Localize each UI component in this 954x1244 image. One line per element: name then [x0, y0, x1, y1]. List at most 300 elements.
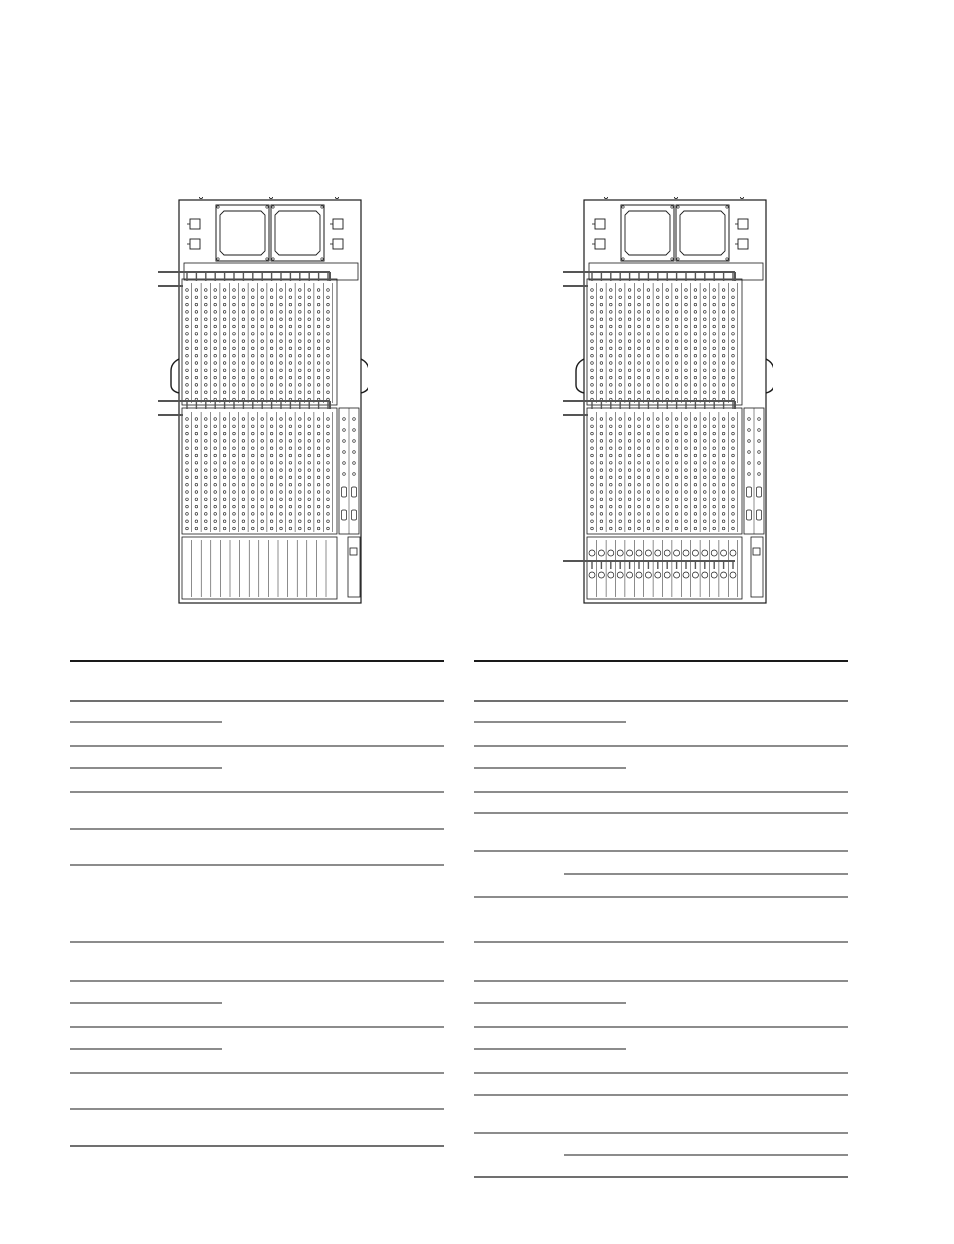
port-hole: [638, 476, 641, 479]
port-hole: [666, 289, 669, 292]
port-hole: [223, 354, 226, 357]
port-hole: [214, 369, 217, 372]
port-hole: [694, 311, 697, 314]
port-hole: [713, 527, 716, 530]
port-hole: [666, 369, 669, 372]
port-hole: [308, 391, 311, 394]
port-hole: [722, 432, 725, 435]
port-hole: [223, 432, 226, 435]
port-hole: [261, 289, 264, 292]
port-hole: [186, 513, 189, 516]
port-hole: [610, 289, 613, 292]
port-hole: [685, 483, 688, 486]
port-hole: [619, 354, 622, 357]
port-hole: [675, 303, 678, 306]
port-hole: [280, 289, 283, 292]
control-led: [343, 440, 346, 443]
fan-screw: [217, 206, 219, 208]
port-hole: [186, 462, 189, 465]
port-hole: [252, 369, 255, 372]
port-hole: [610, 432, 613, 435]
port-hole: [270, 311, 273, 314]
port-hole: [657, 369, 660, 372]
port-hole: [694, 440, 697, 443]
port-hole: [205, 303, 208, 306]
port-hole: [205, 432, 208, 435]
port-hole: [619, 462, 622, 465]
port-hole: [647, 362, 650, 365]
port-hole: [205, 369, 208, 372]
port-hole: [647, 527, 650, 530]
port-hole: [317, 311, 320, 314]
port-hole: [647, 391, 650, 394]
port-hole: [205, 318, 208, 321]
control-led: [353, 473, 356, 476]
port-hole: [299, 354, 302, 357]
port-hole: [628, 440, 631, 443]
port-hole: [242, 425, 245, 428]
port-hole: [628, 296, 631, 299]
port-hole: [600, 376, 603, 379]
port-hole: [261, 296, 264, 299]
port-hole: [327, 513, 330, 516]
port-hole: [233, 513, 236, 516]
port-hole: [223, 376, 226, 379]
port-hole: [704, 491, 707, 494]
port-hole: [195, 454, 198, 457]
port-hole: [600, 391, 603, 394]
control-led: [343, 462, 346, 465]
port-hole: [713, 362, 716, 365]
port-hole: [289, 376, 292, 379]
port-hole: [628, 469, 631, 472]
port-hole: [619, 432, 622, 435]
port-hole: [610, 318, 613, 321]
right-connector-table: [474, 655, 850, 1185]
port-hole: [308, 432, 311, 435]
port-hole: [610, 469, 613, 472]
port-hole: [619, 369, 622, 372]
port-hole: [252, 462, 255, 465]
port-hole: [657, 362, 660, 365]
port-hole: [657, 520, 660, 523]
port-hole: [289, 303, 292, 306]
left-table-rules: [70, 655, 446, 1155]
port-hole: [657, 333, 660, 336]
port-hole: [242, 476, 245, 479]
port-hole: [223, 369, 226, 372]
port-hole: [704, 289, 707, 292]
port-hole: [610, 491, 613, 494]
port-hole: [195, 476, 198, 479]
right-handle: [766, 359, 773, 393]
port-hole: [280, 476, 283, 479]
port-hole: [280, 483, 283, 486]
port-hole: [214, 447, 217, 450]
port-hole: [628, 462, 631, 465]
port-hole: [327, 325, 330, 328]
serial-port: [342, 487, 347, 497]
port-hole: [289, 432, 292, 435]
port-hole: [591, 527, 594, 530]
port-hole: [299, 527, 302, 530]
port-hole: [666, 462, 669, 465]
port-hole: [722, 384, 725, 387]
port-hole: [704, 505, 707, 508]
port-hole: [186, 505, 189, 508]
port-hole: [675, 513, 678, 516]
port-hole: [214, 462, 217, 465]
port-hole: [223, 384, 226, 387]
port-hole: [600, 469, 603, 472]
port-hole: [270, 333, 273, 336]
port-hole: [252, 505, 255, 508]
fan-bay: [621, 205, 674, 261]
port-hole: [591, 333, 594, 336]
port-hole: [195, 469, 198, 472]
port-hole: [195, 462, 198, 465]
port-hole: [732, 462, 735, 465]
port-hole: [610, 369, 613, 372]
port-hole: [242, 505, 245, 508]
port-hole: [619, 425, 622, 428]
port-hole: [666, 311, 669, 314]
port-hole: [214, 354, 217, 357]
port-hole: [666, 318, 669, 321]
port-hole: [638, 425, 641, 428]
fan-bay: [271, 205, 324, 261]
port-hole: [591, 303, 594, 306]
port-hole: [270, 376, 273, 379]
port-hole: [289, 440, 292, 443]
port-hole: [186, 491, 189, 494]
port-hole: [289, 333, 292, 336]
fan-screw: [671, 258, 673, 260]
port-hole: [675, 425, 678, 428]
port-hole: [628, 498, 631, 501]
port-hole: [657, 354, 660, 357]
port-hole: [591, 376, 594, 379]
port-hole: [600, 369, 603, 372]
port-hole: [694, 333, 697, 336]
port-hole: [299, 384, 302, 387]
port-hole: [628, 333, 631, 336]
port-hole: [195, 376, 198, 379]
port-hole: [713, 454, 716, 457]
port-hole: [704, 440, 707, 443]
port-hole: [732, 447, 735, 450]
port-hole: [233, 289, 236, 292]
port-hole: [308, 498, 311, 501]
port-hole: [289, 513, 292, 516]
port-hole: [242, 325, 245, 328]
port-hole: [675, 289, 678, 292]
bnc-connector: [711, 572, 717, 578]
port-hole: [675, 483, 678, 486]
port-hole: [299, 325, 302, 328]
port-hole: [713, 440, 716, 443]
port-hole: [732, 527, 735, 530]
port-hole: [308, 318, 311, 321]
port-hole: [280, 362, 283, 365]
port-hole: [591, 491, 594, 494]
port-hole: [195, 505, 198, 508]
port-hole: [638, 369, 641, 372]
port-hole: [289, 520, 292, 523]
port-hole: [704, 454, 707, 457]
left-panel-svg: [158, 197, 368, 607]
port-hole: [638, 491, 641, 494]
port-hole: [732, 425, 735, 428]
port-hole: [289, 362, 292, 365]
port-hole: [628, 311, 631, 314]
port-hole: [647, 432, 650, 435]
fan-screw: [217, 258, 219, 260]
port-hole: [732, 376, 735, 379]
port-hole: [308, 369, 311, 372]
port-hole: [261, 418, 264, 421]
port-hole: [270, 347, 273, 350]
port-hole: [704, 333, 707, 336]
port-hole: [619, 505, 622, 508]
port-hole: [666, 376, 669, 379]
port-hole: [657, 447, 660, 450]
port-hole: [289, 462, 292, 465]
port-hole: [252, 454, 255, 457]
port-hole: [675, 527, 678, 530]
port-hole: [205, 289, 208, 292]
port-hole: [205, 362, 208, 365]
bnc-connector: [645, 550, 651, 556]
port-hole: [214, 376, 217, 379]
port-hole: [289, 354, 292, 357]
port-hole: [722, 418, 725, 421]
bnc-connector: [683, 572, 689, 578]
port-hole: [610, 303, 613, 306]
port-hole: [223, 325, 226, 328]
port-hole: [722, 391, 725, 394]
port-hole: [694, 498, 697, 501]
port-hole: [638, 520, 641, 523]
port-hole: [317, 520, 320, 523]
port-hole: [223, 340, 226, 343]
fan-screw: [622, 206, 624, 208]
port-hole: [685, 376, 688, 379]
port-hole: [591, 454, 594, 457]
bnc-connector: [664, 550, 670, 556]
port-hole: [214, 296, 217, 299]
port-hole: [214, 491, 217, 494]
port-hole: [252, 318, 255, 321]
port-hole: [280, 347, 283, 350]
port-hole: [675, 311, 678, 314]
port-hole: [657, 296, 660, 299]
port-hole: [685, 476, 688, 479]
port-hole: [704, 432, 707, 435]
port-hole: [713, 425, 716, 428]
port-hole: [261, 318, 264, 321]
port-hole: [732, 347, 735, 350]
port-hole: [299, 347, 302, 350]
port-hole: [591, 391, 594, 394]
port-hole: [694, 318, 697, 321]
port-hole: [713, 391, 716, 394]
port-hole: [252, 362, 255, 365]
port-hole: [732, 391, 735, 394]
control-led: [343, 473, 346, 476]
bnc-connector: [608, 550, 614, 556]
port-hole: [722, 447, 725, 450]
port-hole: [619, 418, 622, 421]
port-hole: [252, 469, 255, 472]
port-hole: [628, 340, 631, 343]
port-hole: [233, 425, 236, 428]
port-hole: [619, 318, 622, 321]
port-hole: [252, 476, 255, 479]
port-hole: [675, 318, 678, 321]
port-hole: [666, 476, 669, 479]
port-hole: [610, 498, 613, 501]
port-hole: [704, 347, 707, 350]
port-hole: [270, 462, 273, 465]
port-hole: [205, 347, 208, 350]
bnc-connector: [608, 572, 614, 578]
bnc-connector: [674, 550, 680, 556]
port-hole: [722, 505, 725, 508]
port-hole: [205, 483, 208, 486]
port-hole: [685, 440, 688, 443]
port-hole: [704, 469, 707, 472]
port-hole: [666, 447, 669, 450]
port-hole: [327, 498, 330, 501]
port-hole: [327, 462, 330, 465]
port-hole: [223, 333, 226, 336]
port-hole: [732, 513, 735, 516]
port-hole: [242, 369, 245, 372]
port-hole: [270, 318, 273, 321]
port-hole: [713, 369, 716, 372]
port-hole: [299, 376, 302, 379]
port-hole: [223, 498, 226, 501]
port-hole: [261, 354, 264, 357]
port-hole: [694, 447, 697, 450]
port-hole: [261, 347, 264, 350]
port-hole: [685, 418, 688, 421]
port-hole: [289, 347, 292, 350]
port-hole: [317, 432, 320, 435]
port-hole: [600, 354, 603, 357]
port-hole: [657, 513, 660, 516]
port-hole: [591, 318, 594, 321]
port-hole: [233, 483, 236, 486]
port-hole: [591, 513, 594, 516]
port-hole: [685, 432, 688, 435]
port-hole: [308, 513, 311, 516]
port-hole: [685, 527, 688, 530]
port-hole: [289, 296, 292, 299]
port-hole: [666, 347, 669, 350]
port-hole: [299, 498, 302, 501]
port-hole: [647, 303, 650, 306]
port-hole: [186, 391, 189, 394]
port-hole: [600, 505, 603, 508]
port-hole: [270, 384, 273, 387]
port-hole: [675, 354, 678, 357]
port-hole: [289, 447, 292, 450]
port-hole: [205, 476, 208, 479]
port-hole: [722, 333, 725, 336]
port-hole: [657, 483, 660, 486]
port-hole: [704, 483, 707, 486]
port-hole: [657, 376, 660, 379]
port-hole: [732, 289, 735, 292]
port-hole: [591, 347, 594, 350]
port-hole: [694, 520, 697, 523]
port-hole: [628, 491, 631, 494]
port-hole: [233, 340, 236, 343]
port-hole: [327, 369, 330, 372]
port-hole: [694, 376, 697, 379]
port-hole: [270, 362, 273, 365]
port-hole: [270, 476, 273, 479]
port-hole: [628, 447, 631, 450]
port-hole: [722, 289, 725, 292]
port-hole: [666, 391, 669, 394]
port-hole: [704, 362, 707, 365]
port-hole: [289, 391, 292, 394]
port-hole: [223, 447, 226, 450]
bnc-connector: [692, 550, 698, 556]
bnc-connector: [598, 550, 604, 556]
port-hole: [722, 311, 725, 314]
port-hole: [638, 391, 641, 394]
port-hole: [694, 505, 697, 508]
port-hole: [732, 296, 735, 299]
port-hole: [233, 318, 236, 321]
port-hole: [647, 505, 650, 508]
port-hole: [223, 483, 226, 486]
port-hole: [205, 376, 208, 379]
port-hole: [722, 369, 725, 372]
port-hole: [242, 440, 245, 443]
port-hole: [732, 476, 735, 479]
port-hole: [591, 418, 594, 421]
port-hole: [704, 318, 707, 321]
port-hole: [713, 303, 716, 306]
serial-port: [352, 510, 357, 520]
port-hole: [280, 447, 283, 450]
port-hole: [214, 333, 217, 336]
port-hole: [713, 513, 716, 516]
port-hole: [610, 362, 613, 365]
port-hole: [186, 384, 189, 387]
power-connector: [190, 239, 200, 249]
port-hole: [694, 425, 697, 428]
port-hole: [610, 333, 613, 336]
port-hole: [289, 454, 292, 457]
port-hole: [694, 391, 697, 394]
port-hole: [270, 513, 273, 516]
port-hole: [591, 362, 594, 365]
port-hole: [657, 454, 660, 457]
port-hole: [242, 354, 245, 357]
port-hole: [186, 369, 189, 372]
bnc-connector: [589, 550, 595, 556]
port-hole: [317, 483, 320, 486]
port-hole: [261, 520, 264, 523]
port-hole: [647, 384, 650, 387]
port-hole: [638, 347, 641, 350]
